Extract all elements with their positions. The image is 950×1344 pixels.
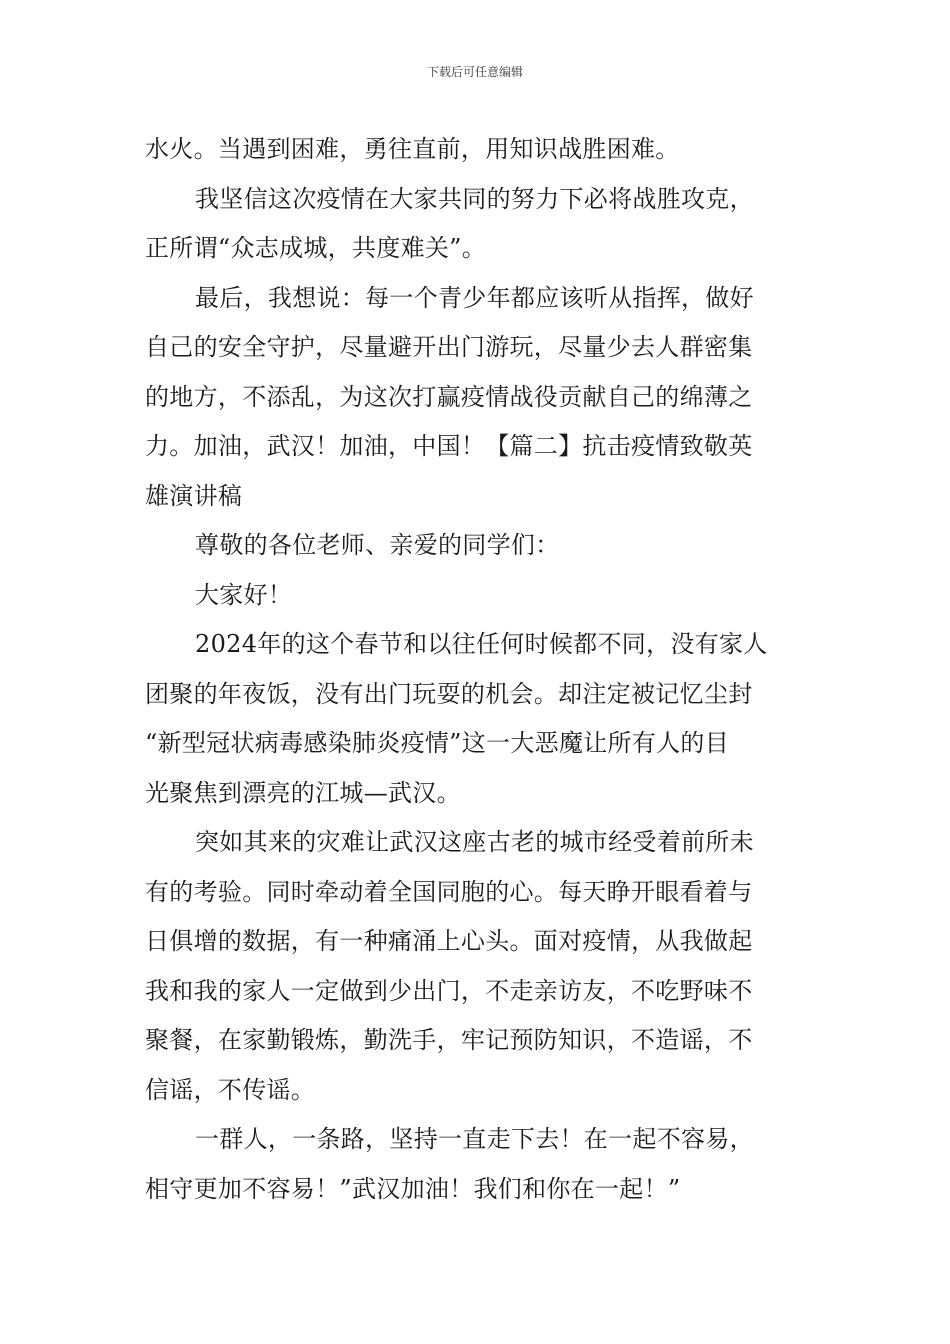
text-line: 突如其来的灾难让武汉这座古老的城市经受着前所未	[195, 828, 754, 856]
text-line: 最后，我想说：每一个青少年都应该听从指挥，做好	[195, 283, 754, 312]
text-line: 有的考验。同时牵动着全国同胞的心。每天睁开眼看着与	[145, 877, 753, 906]
text-line: 自己的安全守护，尽量避开出门游玩，尽量少去人群密集	[145, 333, 753, 361]
text-line: 水火。当遇到困难，勇往直前，用知识战胜困难。	[145, 135, 680, 163]
text-line: 尊敬的各位老师、亲爱的同学们：	[195, 531, 560, 559]
text-line: 力。加油，武汉！加油，中国！【篇二】抗击疫情致敬英	[145, 432, 753, 460]
page-header-note: 下载后可任意编辑	[426, 65, 523, 79]
text-line: 聚餐，在家勤锻炼，勤洗手，牢记预防知识，不造谣，不	[145, 1026, 753, 1054]
text-line: “新型冠状病毒感染肺炎疫情”这一大恶魔让所有人的目	[145, 729, 730, 757]
document-body	[145, 125, 810, 1214]
text-line: 日俱增的数据，有一种痛涌上心头。面对疫情，从我做起	[145, 927, 753, 955]
text-line: 光聚焦到漂亮的江城—武汉。	[145, 778, 461, 807]
text-line: 的地方，不添乱，为这次打赢疫情战役贡献自己的绵薄之	[145, 382, 753, 411]
text-line: 团聚的年夜饭，没有出门玩耍的机会。却注定被记忆尘封	[145, 679, 753, 708]
text-line: 大家好！	[195, 580, 293, 609]
text-line: 正所谓“众志成城，共度难关”。	[145, 234, 487, 262]
text-line: 相守更加不容易！”武汉加油！我们和你在一起！”	[145, 1174, 681, 1203]
text-line: 雄演讲稿	[145, 481, 243, 510]
text-line: 信谣，不传谣。	[145, 1075, 316, 1104]
text-line: 我和我的家人一定做到少出门，不走亲访友，不吃野味不	[145, 976, 753, 1005]
text-line: 我坚信这次疫情在大家共同的努力下必将战胜攻克，	[195, 184, 754, 213]
text-line: 2024年的这个春节和以往任何时候都不同，没有家人	[195, 630, 768, 658]
text-line: 一群人，一条路，坚持一直走下去！在一起不容易，	[195, 1125, 754, 1153]
